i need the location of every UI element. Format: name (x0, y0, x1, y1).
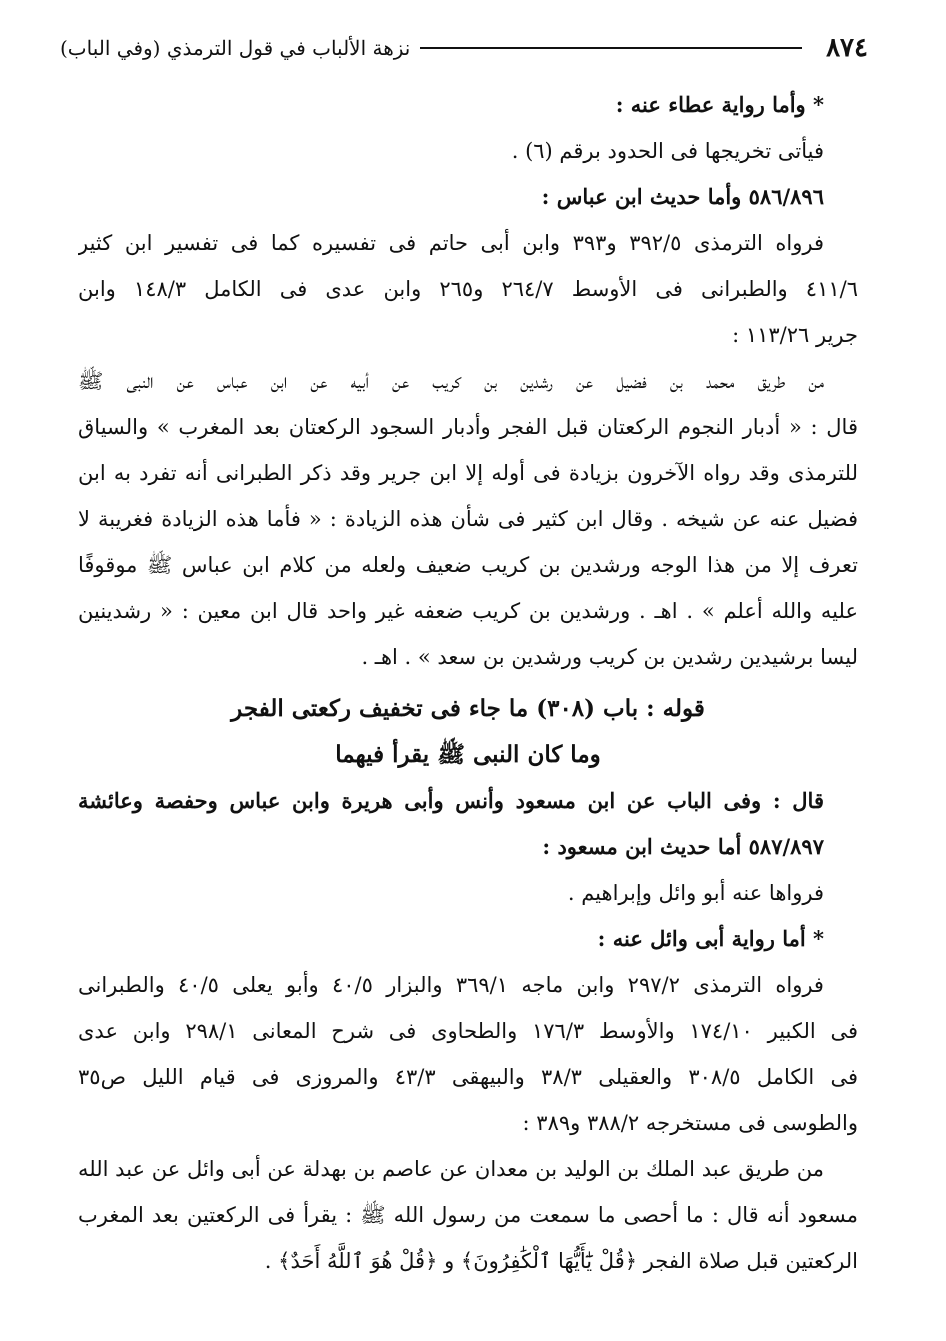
text-line: جرير ١١٣/٢٦ : (732, 323, 858, 347)
text-line: من طريق محمد بن فضيل عن رشدين بن كريب عن أبيه عن ابن عباس عن النبى ﷺ (78, 369, 824, 393)
page-number: ٨٧٤ (826, 33, 868, 63)
text-line: عليه والله أعلم » . اهـ . ورشدين بن كريب ضعفه غير واحد قال ابن معين : « رشدينين (78, 599, 858, 623)
text-line: قال : « أدبار النجوم الركعتان قبل الفجر وأدبار السجود الركعتان بعد المغرب » والسياق (78, 415, 858, 439)
text-line: قال : وفى الباب عن ابن مسعود وأنس وأبى هريرة وابن عباس وحفصة وعائشة (78, 788, 824, 813)
text-line: ٥٨٧/٨٩٧ أما حديث ابن مسعود : (542, 834, 824, 859)
text-line: فرواه الترمذى ٢٩٧/٢ وابن ماجه ٣٦٩/١ والبزار ٤٠/٥ وأبو يعلى ٤٠/٥ والطبرانى (78, 973, 824, 997)
running-title: نزهة الألباب في قول الترمذي (وفي الباب) (60, 36, 411, 60)
text-line: من طريق عبد الملك بن الوليد بن معدان عن عاصم بن بهدلة عن أبى وائل عن عبد الله (78, 1157, 824, 1181)
header-rule (420, 47, 802, 49)
text-block-top (78, 82, 858, 680)
text-line: فرواه الترمذى ٣٩٢/٥ و٣٩٣ وابن أبى حاتم فى تفسيره كما فى تفسير ابن كثير (78, 231, 824, 255)
text-line: فرواها عنه أبو وائل وإبراهيم . (567, 881, 824, 905)
body-text (78, 82, 858, 1284)
text-line: ٤١١/٦ والطبرانى فى الأوسط ٢٦٤/٧ و٢٦٥ وابن عدى فى الكامل ١٤٨/٣ وابن (78, 277, 858, 301)
text-line: فى الكامل ٣٠٨/٥ والعقيلى ٣٨/٣ والبيهقى ٤٣/٣ والمروزى فى قيام الليل ص٣٥ (78, 1065, 858, 1089)
text-line: تعرف إلا من هذا الوجه ورشدين بن كريب ضعيف ولعله من كلام ابن عباس ﷺ موقوفًا (78, 553, 858, 577)
chapter-heading-line-2: وما كان النبى ﷺ يقرأ فيهما (335, 741, 601, 768)
text-line: فيأتى تخريجها فى الحدود برقم (٦) . (511, 139, 824, 163)
text-line: فى الكبير ١٧٤/١٠ والأوسط ١٧٦/٣ والطحاوى فى شرح المعانى ٢٩٨/١ وابن عدى (78, 1019, 858, 1043)
text-line: والطوسى فى مستخرجه ٣٨٨/٢ و٣٨٩ : (522, 1111, 858, 1135)
page-header (60, 28, 868, 68)
text-line: * أما رواية أبى وائل عنه : (597, 926, 824, 951)
text-line: فضيل عنه عن شيخه . وقال ابن كثير فى شأن هذه الزيادة : « فأما هذه الزيادة فغريبة لا (78, 507, 858, 531)
text-line: * وأما رواية عطاء عنه : (615, 92, 824, 117)
text-line: ٥٨٦/٨٩٦ وأما حديث ابن عباس : (541, 184, 824, 209)
text-line: مسعود أنه قال : ما أحصى ما سمعت من رسول الله ﷺ : يقرأ فى الركعتين بعد المغرب (78, 1203, 858, 1227)
text-line: للترمذى وقد رواه الآخرون بزيادة فى أوله إلا ابن جرير وقد ذكر الطبرانى أنه تفرد به ابن (78, 461, 858, 485)
text-block-bottom (78, 778, 858, 1284)
text-line: الركعتين قبل صلاة الفجر ﴿قُلْ يَٰٓأَيُّهَا ٱلْكَٰفِرُونَ﴾ و ﴿قُلْ هُوَ ٱللَّهُ أَحَدٌ﴾ . (264, 1249, 858, 1273)
chapter-heading-line-1: قوله : باب (٣٠٨) ما جاء فى تخفيف ركعتى الفجر (231, 695, 705, 722)
text-line: ليسا برشيدين رشدين بن كريب ورشدين بن سعد » . اهـ . (361, 645, 858, 669)
